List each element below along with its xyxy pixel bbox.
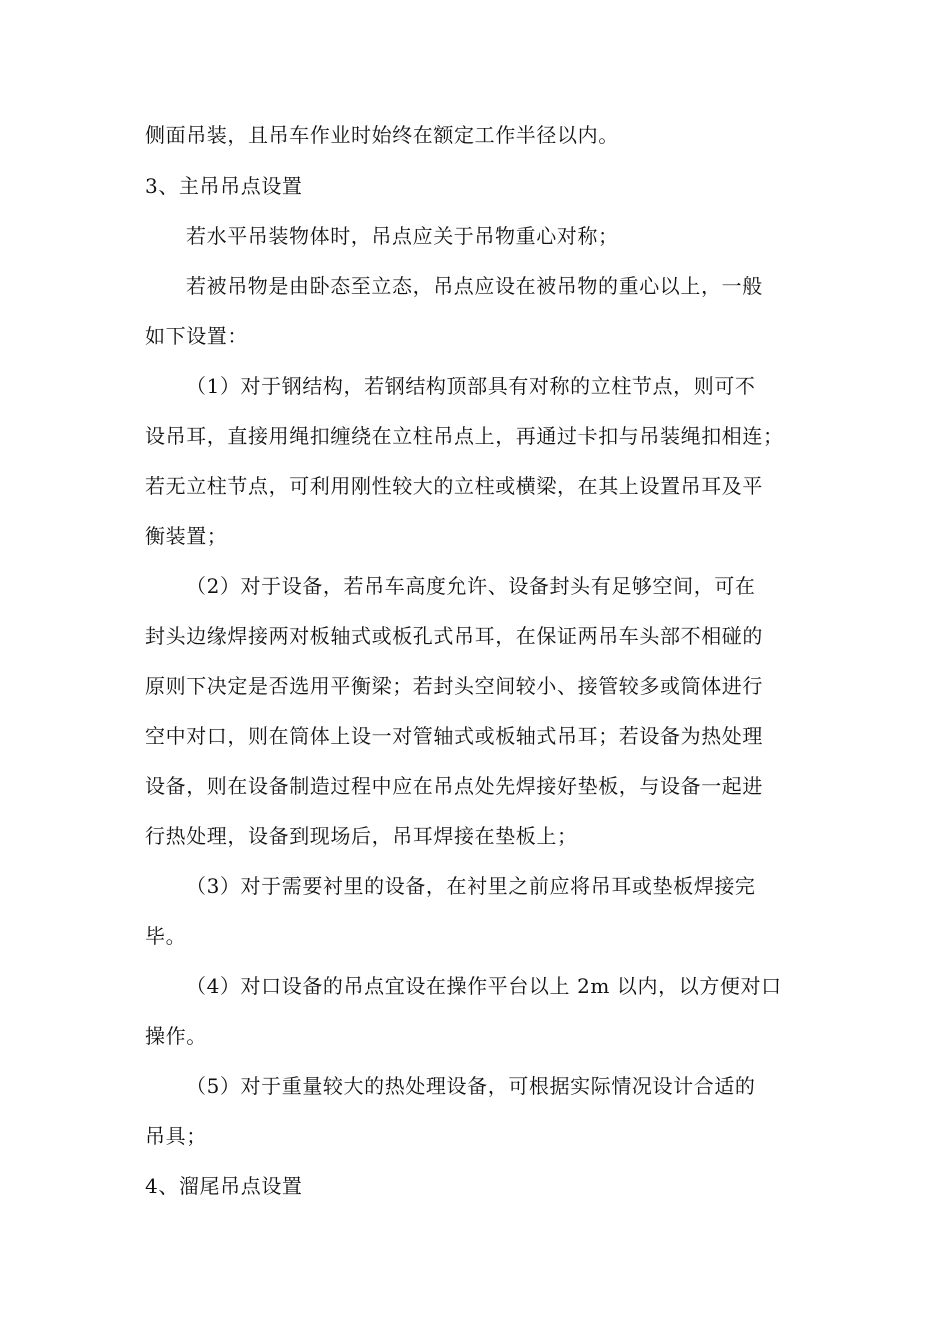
text-line: 若水平吊装物体时，吊点应关于吊物重心对称； xyxy=(186,224,619,248)
text-line: （2）对于设备，若吊车高度允许、设备封头有足够空间，可在 xyxy=(186,574,756,598)
text-line: 设吊耳，直接用绳扣缠绕在立柱吊点上，再通过卡扣与吊装绳扣相连； xyxy=(145,424,784,448)
text-line: 若被吊物是由卧态至立态，吊点应设在被吊物的重心以上，一般 xyxy=(186,274,763,298)
text-line: （4）对口设备的吊点宜设在操作平台以上 2m 以内，以方便对口 xyxy=(186,974,782,998)
text-line: 吊具； xyxy=(145,1124,207,1148)
text-line: 行热处理，设备到现场后，吊耳焊接在垫板上； xyxy=(145,824,578,848)
text-line: 侧面吊装，且吊车作业时始终在额定工作半径以内。 xyxy=(145,123,619,147)
text-line: 如下设置： xyxy=(145,324,248,348)
text-line: （1）对于钢结构，若钢结构顶部具有对称的立柱节点，则可不 xyxy=(186,374,756,398)
text-line: 设备，则在设备制造过程中应在吊点处先焊接好垫板，与设备一起进 xyxy=(145,774,763,798)
text-line: （5）对于重量较大的热处理设备，可根据实际情况设计合适的 xyxy=(186,1074,756,1098)
section-heading: 4、溜尾吊点设置 xyxy=(145,1174,303,1198)
text-line: 封头边缘焊接两对板轴式或板孔式吊耳，在保证两吊车头部不相碰的 xyxy=(145,624,763,648)
text-line: 毕。 xyxy=(145,924,187,948)
text-line: 空中对口，则在筒体上设一对管轴式或板轴式吊耳；若设备为热处理 xyxy=(145,724,763,748)
text-line: （3）对于需要衬里的设备，在衬里之前应将吊耳或垫板焊接完 xyxy=(186,874,756,898)
text-line: 操作。 xyxy=(145,1024,207,1048)
text-line: 衡装置； xyxy=(145,524,228,548)
text-line: 若无立柱节点，可利用刚性较大的立柱或横梁，在其上设置吊耳及平 xyxy=(145,474,763,498)
section-heading: 3、主吊吊点设置 xyxy=(145,174,303,198)
text-line: 原则下决定是否选用平衡梁；若封头空间较小、接管较多或筒体进行 xyxy=(145,674,763,698)
